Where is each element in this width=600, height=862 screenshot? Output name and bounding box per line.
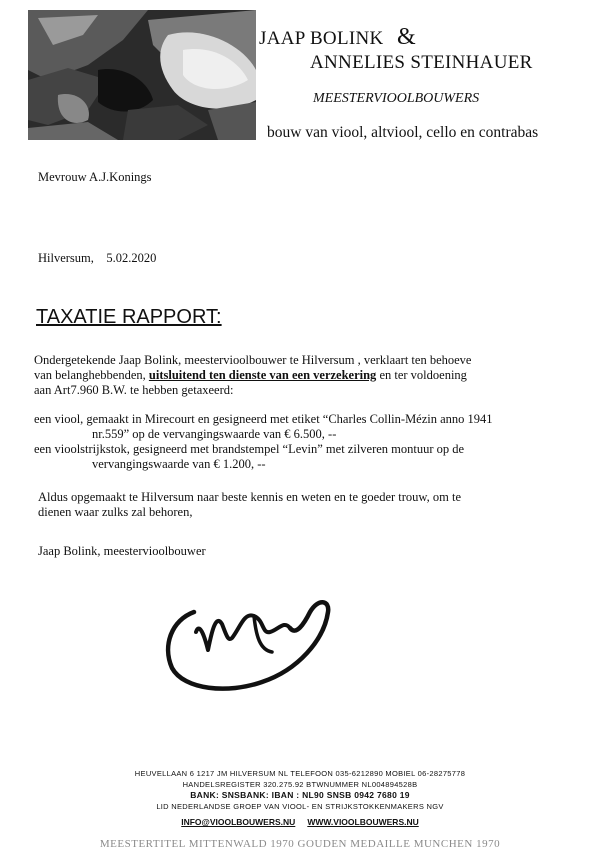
item-2-line-2: vervangingswaarde van € 1.200, -- [92,457,266,471]
insurance-emphasis: uitsluitend ten dienste van een verzekering [148,368,377,382]
website-link[interactable]: WWW.VIOOLBOUWERS.NU [307,817,419,827]
letterhead-ampersand: & [397,24,416,50]
signatory-line: Jaap Bolink, meestervioolbouwer [38,544,206,558]
letterhead-name-1: JAAP BOLINK [259,28,384,49]
handwritten-signature [150,590,340,700]
recipient: Mevrouw A.J.Konings [38,170,152,184]
item-1-line-1: een viool, gemaakt in Mirecourt en gesigneerd met etiket “Charles Collin-Mézin anno 1941 [34,412,493,426]
letterhead-trades: bouw van viool, altviool, cello en contrabas [267,124,539,141]
letterhead-name-2: ANNELIES STEINHAUER [310,52,533,73]
closing-line-2: dienen waar zulks zal behoren, [38,505,193,519]
paragraph-1-line-2 [34,368,467,383]
paragraph-1-line-3: aan Art7.960 B.W. te hebben getaxeerd: [34,383,234,397]
letterhead-subtitle: MEESTERVIOOLBOUWERS [313,91,480,106]
bottom-credentials: MEESTERTITEL MITTENWALD 1970 GOUDEN MEDAILLE MUNCHEN 1970 [99,838,501,850]
footer-address: HEUVELLAAN 6 1217 JM HILVERSUM NL TELEFOON 035-6212890 MOBIEL 06-28275778 [134,769,466,778]
footer-registry: HANDELSREGISTER 320.275.92 BTWNUMMER NL004894528B [182,780,418,789]
footer-links [0,812,600,830]
closing-line-1: Aldus opgemaakt te Hilversum naar beste kennis en weten en te goeder trouw, om te [38,490,462,504]
letterhead-photo [28,10,256,140]
paragraph-1-line-1: Ondergetekende Jaap Bolink, meestervioolbouwer te Hilversum , verklaart ten behoeve [34,353,472,367]
email-link[interactable]: INFO@VIOOLBOUWERS.NU [181,817,296,827]
paragraph-1-line-2-start: van belanghebbenden, [34,368,149,382]
paragraph-1-line-2-end: en ter voldoening [376,368,467,382]
footer-membership: LID NEDERLANDSE GROEP VAN VIOOL- EN STRIJKSTOKKENMAKERS NGV [156,802,444,811]
place-date: Hilversum, 5.02.2020 [38,251,157,265]
report-title: TAXATIE RAPPORT: [36,306,222,328]
item-1-line-2: nr.559” op de vervangingswaarde van € 6.500, -- [92,427,337,441]
footer-bank: BANK: SNSBANK: IBAN : NL90 SNSB 0942 7680 19 [190,790,410,800]
item-2-line-1: een vioolstrijkstok, gesigneerd met brandstempel “Levin” met zilveren montuur op de [34,442,465,456]
